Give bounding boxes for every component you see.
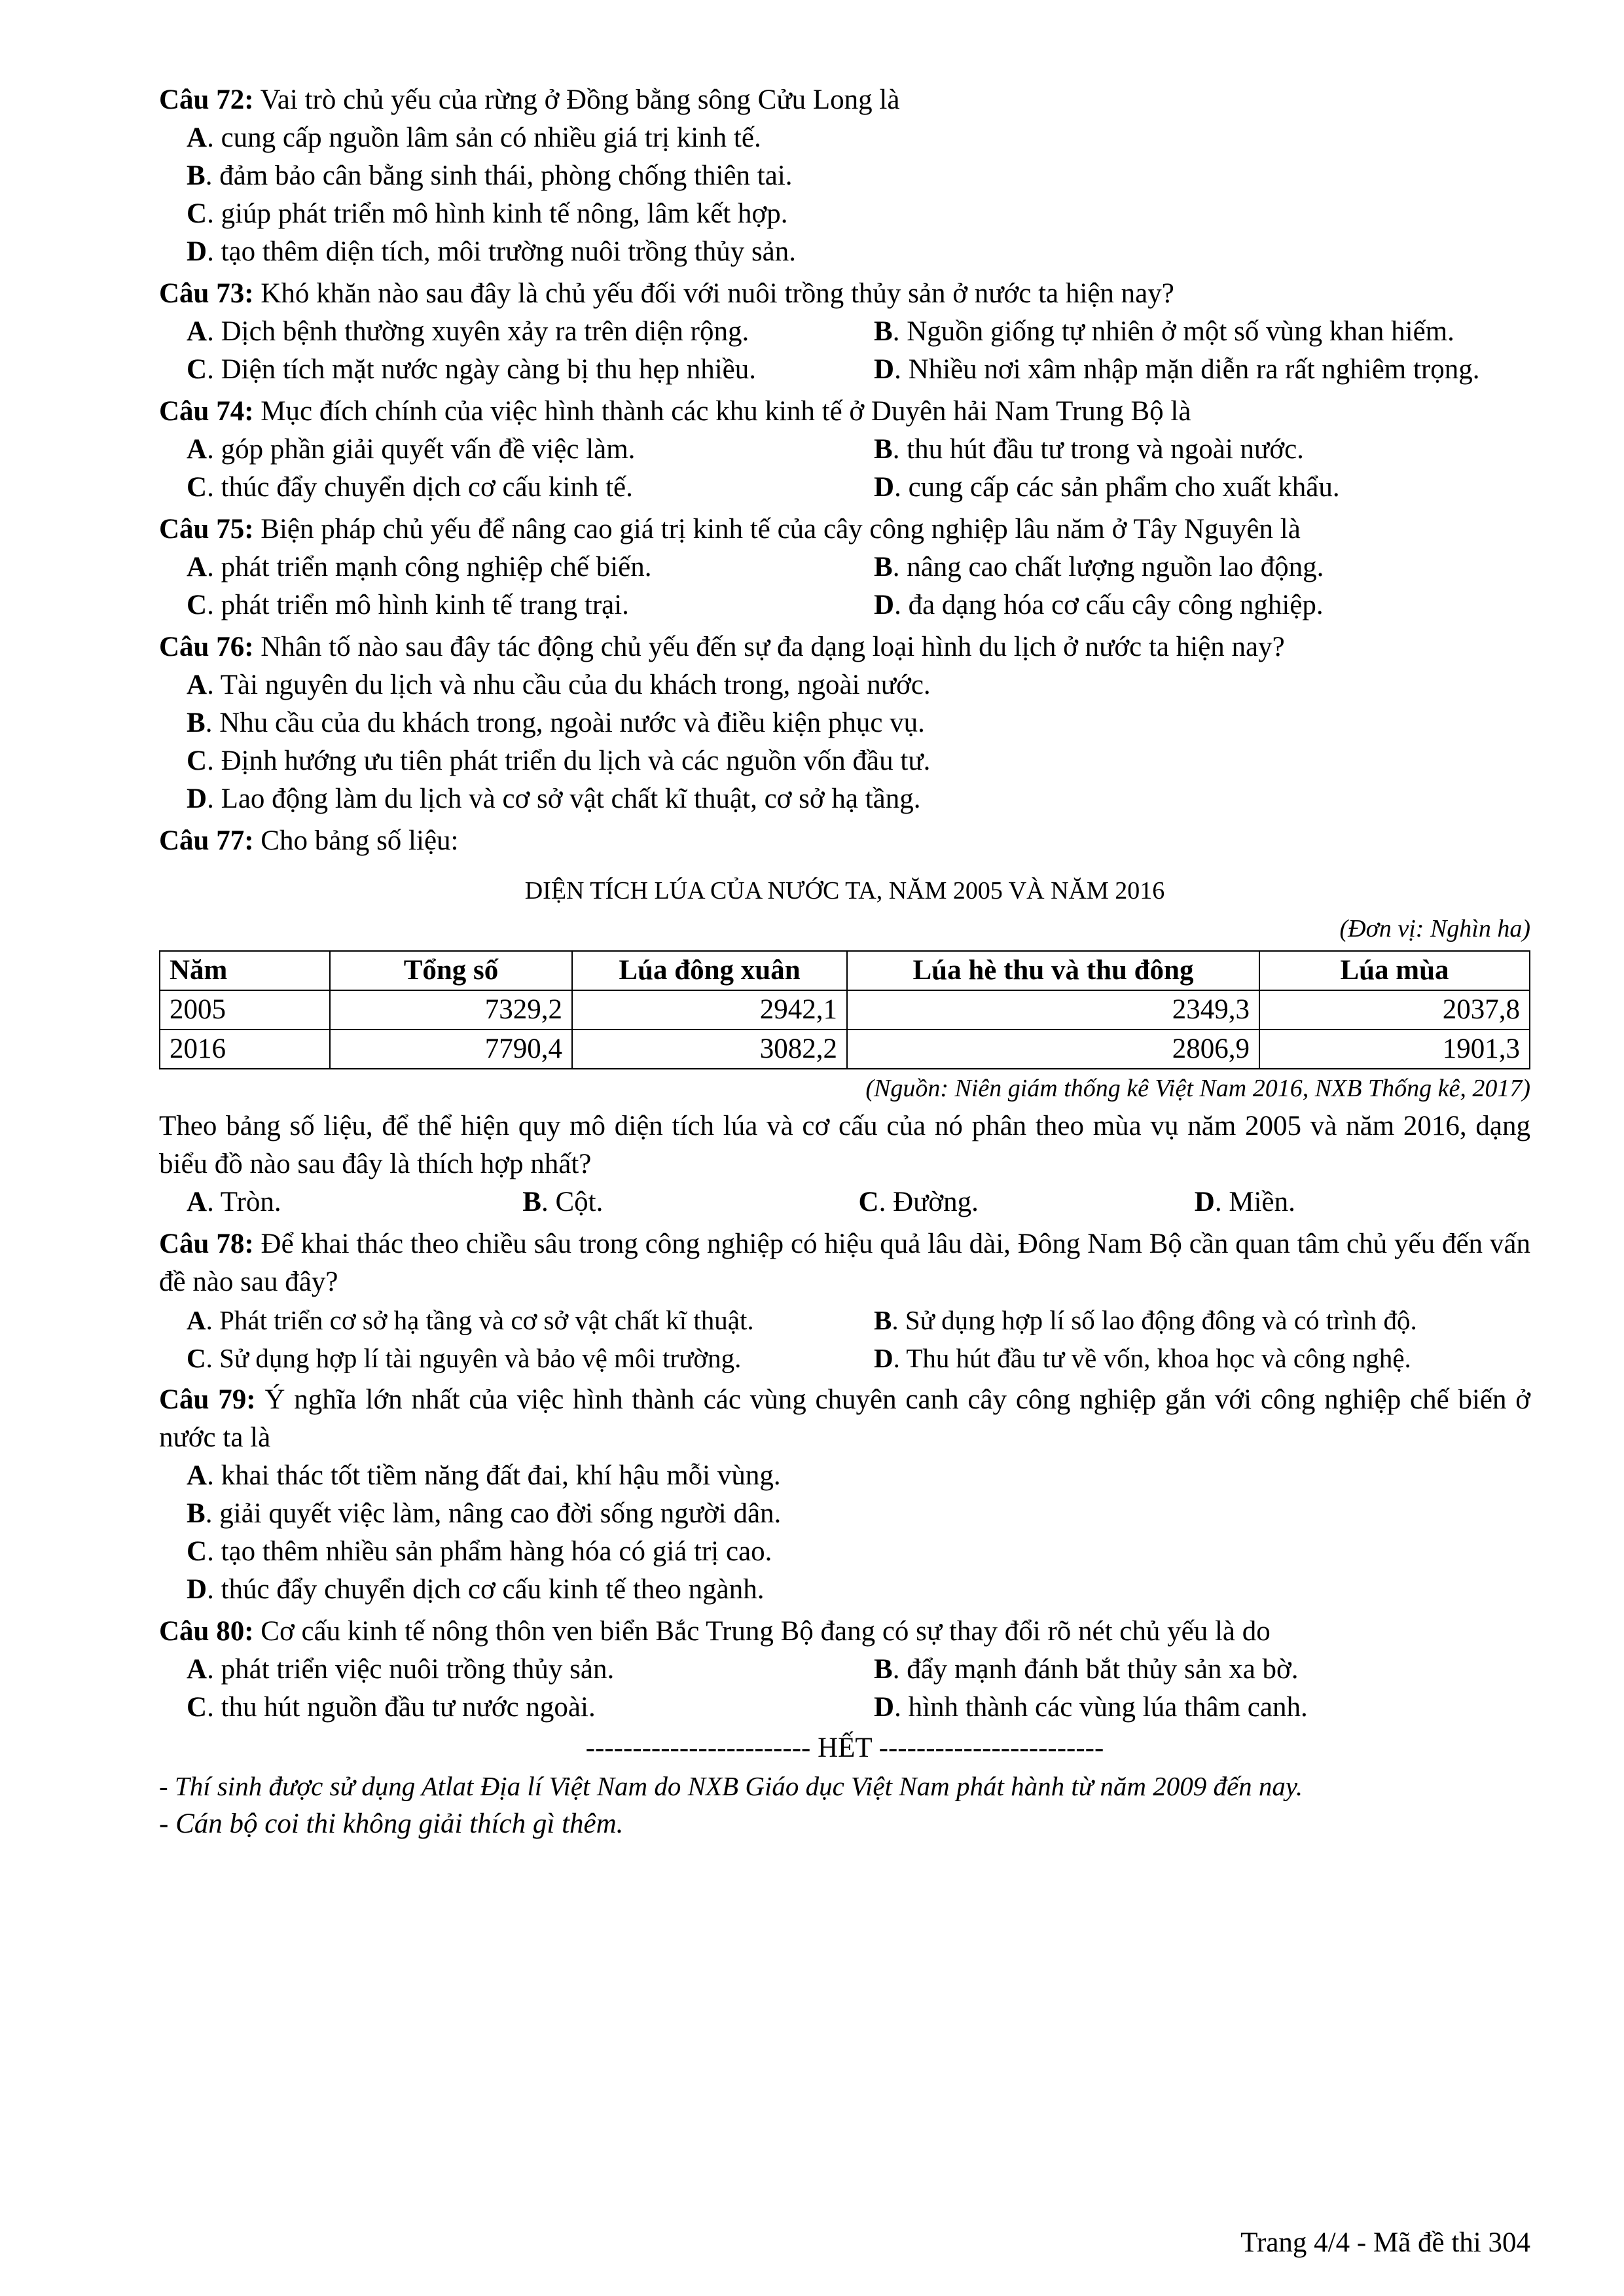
option-c [187,742,1530,780]
option-b [874,313,1454,351]
header-cell: Năm [160,951,330,990]
table-unit: (Đơn vị: Nghìn ha) [1339,915,1530,942]
option-text: . phát triển mô hình kinh tế trang trại. [207,590,629,620]
option-a [187,313,874,351]
option-b [187,704,1530,742]
table-header-row [160,951,1530,990]
question-text: Nhân tố nào sau đây tác động chủ yếu đến sự đa dạng loại hình du lịch ở nước ta hiện nay? [253,632,1285,662]
option-b [874,1651,1299,1689]
option-label: C [858,1187,879,1217]
option-text: . cung cấp các sản phẩm cho xuất khẩu. [894,472,1340,503]
option-c [187,195,1530,233]
option-text: . đẩy mạnh đánh bắt thủy sản xa bờ. [892,1654,1299,1685]
table-cell: 3082,2 [572,1030,847,1069]
note-proctor: - Cán bộ coi thi không giải thích gì thêm. [159,1808,624,1839]
option-label: C [187,472,208,503]
table-cell: 2037,8 [1259,990,1530,1030]
question-number: Câu 73: [159,278,254,309]
table-row [160,1030,1530,1069]
option-b [187,157,1530,195]
option-d [1195,1183,1530,1221]
question-text: Để khai thác theo chiều sâu trong công nghiệp có hiệu quả lâu dài, Đông Nam Bộ cần quan tâm chủ yếu đến vấn đề nào sau đây? [159,1229,1530,1297]
option-text: . tạo thêm diện tích, môi trường nuôi trồng thủy sản. [207,236,797,267]
option-label: B [874,1305,892,1335]
question-text: Cho bảng số liệu: [253,825,459,856]
option-text: . Tài nguyên du lịch và nhu cầu của du khách trong, ngoài nước. [207,670,931,700]
option-text: . giúp phát triển mô hình kinh tế nông, lâm kết hợp. [207,198,788,229]
question-80 [159,1613,1530,1727]
question-number: Câu 74: [159,396,254,427]
option-text: . nâng cao chất lượng nguồn lao động. [892,552,1324,583]
note-atlas: - Thí sinh được sử dụng Atlat Địa lí Việt Nam do NXB Giáo dục Việt Nam phát hành từ năm 2009 đến nay. [159,1771,1303,1801]
option-label: A [187,1187,208,1217]
question-number: Câu 80: [159,1616,254,1647]
option-text: . thu hút nguồn đầu tư nước ngoài. [207,1692,596,1723]
option-text: . hình thành các vùng lúa thâm canh. [894,1692,1308,1723]
question-stem [159,275,1530,313]
option-label: B [187,708,206,738]
option-label: A [187,122,208,153]
question-number: Câu 76: [159,632,254,662]
option-b [874,1301,1417,1339]
table-cell: 2942,1 [572,990,847,1030]
option-label: D [874,590,895,620]
option-label: A [187,1460,208,1491]
option-text: . phát triển mạnh công nghiệp chế biến. [207,552,652,583]
option-label: A [187,1305,206,1335]
table-cell: 2806,9 [847,1030,1259,1069]
option-d [874,351,1480,389]
question-text: Ý nghĩa lớn nhất của việc hình thành các vùng chuyên canh cây công nghiệp gắn với công nghiệp chế biến ở nước ta là [159,1384,1530,1453]
option-text: . khai thác tốt tiềm năng đất đai, khí hậu mỗi vùng. [207,1460,781,1491]
option-b [187,1495,1530,1533]
option-text: . Thu hút đầu tư về vốn, khoa học và công nghệ. [893,1343,1411,1373]
question-prompt: Theo bảng số liệu, để thể hiện quy mô diện tích lúa và cơ cấu của nó phân theo mùa vụ năm 2005 và năm 2016, dạng biểu đồ nào sau đây là thích hợp nhất? [159,1111,1530,1179]
option-d [874,1689,1308,1727]
question-73 [159,275,1530,389]
option-b [522,1183,858,1221]
table-cell: 2349,3 [847,990,1259,1030]
option-text: . Cột. [541,1187,604,1217]
option-c [187,469,874,507]
option-label: C [187,354,208,385]
header-cell: Lúa đông xuân [572,951,847,990]
table-row [160,990,1530,1030]
table-source: (Nguồn: Niên giám thống kê Việt Nam 2016, NXB Thống kê, 2017) [865,1075,1530,1102]
option-c [187,1339,874,1377]
option-label: A [187,670,208,700]
option-c [187,1533,1530,1571]
option-label: B [187,160,206,191]
question-74 [159,393,1530,507]
option-text: . Tròn. [207,1187,281,1217]
option-label: B [522,1187,541,1217]
option-a [187,1651,874,1689]
header-cell: Lúa mùa [1259,951,1530,990]
question-79 [159,1381,1530,1609]
table-cell: 7790,4 [330,1030,572,1069]
question-number: Câu 75: [159,514,254,545]
option-text: . phát triển việc nuôi trồng thủy sản. [207,1654,615,1685]
option-label: D [874,1343,893,1373]
question-72 [159,81,1530,271]
question-number: Câu 79: [159,1384,256,1415]
option-c [187,351,874,389]
option-label: B [874,434,893,465]
option-label: D [187,783,208,814]
question-stem [159,1381,1530,1457]
option-label: B [874,552,893,583]
option-a [187,666,1530,704]
header-cell: Lúa hè thu và thu đông [847,951,1259,990]
option-text: . đảm bảo cân bằng sinh thái, phòng chống thiên tai. [205,160,793,191]
option-label: C [187,745,208,776]
option-label: B [874,1654,893,1685]
option-text: . Sử dụng hợp lí tài nguyên và bảo vệ môi trường. [206,1343,742,1373]
question-77 [159,822,1530,1221]
question-stem [159,393,1530,431]
table-cell: 7329,2 [330,990,572,1030]
option-text: . thúc đẩy chuyển dịch cơ cấu kinh tế. [207,472,633,503]
question-75 [159,511,1530,624]
option-text: . thúc đẩy chuyển dịch cơ cấu kinh tế theo ngành. [207,1574,765,1605]
option-text: . Nhiều nơi xâm nhập mặn diễn ra rất nghiêm trọng. [894,354,1480,385]
table-cell: 1901,3 [1259,1030,1530,1069]
data-table [159,950,1530,1069]
question-stem [159,1225,1530,1301]
option-label: A [187,434,208,465]
question-stem [159,81,1530,119]
question-number: Câu 78: [159,1229,254,1259]
option-label: A [187,552,208,583]
option-text: . đa dạng hóa cơ cấu cây công nghiệp. [894,590,1324,620]
option-c [187,1689,874,1727]
option-label: C [187,198,208,229]
option-text: . thu hút đầu tư trong và ngoài nước. [892,434,1304,465]
option-a [187,431,874,469]
option-d [874,469,1340,507]
table-cell: 2005 [160,990,330,1030]
option-text: . góp phần giải quyết vấn đề việc làm. [207,434,636,465]
table-cell: 2016 [160,1030,330,1069]
option-b [874,548,1324,586]
option-d [187,233,1530,271]
question-stem [159,628,1530,666]
option-label: C [187,590,208,620]
option-label: A [187,1654,208,1685]
option-text: . Nhu cầu của du khách trong, ngoài nước và điều kiện phục vụ. [205,708,925,738]
option-text: . Sử dụng hợp lí số lao động đông và có trình độ. [892,1305,1417,1335]
option-text: . Phát triển cơ sở hạ tầng và cơ sở vật chất kĩ thuật. [206,1305,754,1335]
option-a [187,548,874,586]
page-footer: Trang 4/4 - Mã đề thi 304 [1240,2227,1530,2258]
question-number: Câu 77: [159,825,254,856]
option-label: D [187,236,208,267]
option-d [874,586,1324,624]
question-76 [159,628,1530,818]
option-label: C [187,1343,206,1373]
question-stem [159,822,1530,860]
question-text: Biện pháp chủ yếu để nâng cao giá trị kinh tế của cây công nghiệp lâu năm ở Tây Nguyên là [253,514,1301,545]
question-number: Câu 72: [159,84,254,115]
option-label: D [874,472,895,503]
option-d [874,1339,1411,1377]
option-a [187,1457,1530,1495]
question-stem [159,1613,1530,1651]
option-label: D [1194,1187,1215,1217]
exam-page [159,77,1530,1843]
option-a [187,1183,522,1221]
table-title: DIỆN TÍCH LÚA CỦA NƯỚC TA, NĂM 2005 VÀ NĂM 2016 [524,877,1165,905]
question-text: Khó khăn nào sau đây là chủ yếu đối với nuôi trồng thủy sản ở nước ta hiện nay? [253,278,1174,309]
option-text: . Dịch bệnh thường xuyên xảy ra trên diện rộng. [207,316,749,347]
option-text: . Miền. [1214,1187,1295,1217]
option-text: . cung cấp nguồn lâm sản có nhiều giá trị kinh tế. [207,122,761,153]
option-text: . Lao động làm du lịch và cơ sở vật chất kĩ thuật, cơ sở hạ tầng. [207,783,921,814]
option-label: D [874,1692,895,1723]
question-text: Vai trò chủ yếu của rừng ở Đồng bằng sông Cửu Long là [253,84,900,115]
option-c [187,586,874,624]
option-d [187,1571,1530,1609]
option-c [859,1183,1195,1221]
question-text: Mục đích chính của việc hình thành các khu kinh tế ở Duyên hải Nam Trung Bộ là [253,396,1191,427]
option-text: . Định hướng ưu tiên phát triển du lịch và các nguồn vốn đầu tư. [207,745,931,776]
header-cell: Tổng số [330,951,572,990]
option-b [874,431,1304,469]
option-label: A [187,316,208,347]
end-marker: ------------------------ HẾT ------------------------ [585,1732,1104,1763]
option-a [187,119,1530,157]
option-text: . Đường. [878,1187,979,1217]
question-78 [159,1225,1530,1377]
option-label: D [187,1574,208,1605]
question-text: Cơ cấu kinh tế nông thôn ven biển Bắc Trung Bộ đang có sự thay đổi rõ nét chủ yếu là do [253,1616,1271,1647]
option-label: B [874,316,893,347]
option-label: D [874,354,895,385]
option-text: . giải quyết việc làm, nâng cao đời sống người dân. [205,1498,782,1529]
question-stem [159,511,1530,548]
option-text: . Diện tích mặt nước ngày càng bị thu hẹp nhiều. [207,354,757,385]
option-text: . Nguồn giống tự nhiên ở một số vùng khan hiếm. [892,316,1454,347]
option-label: B [187,1498,206,1529]
option-label: C [187,1692,208,1723]
option-label: C [187,1536,208,1567]
option-d [187,780,1530,818]
option-a [187,1301,874,1339]
option-text: . tạo thêm nhiều sản phẩm hàng hóa có giá trị cao. [207,1536,772,1567]
